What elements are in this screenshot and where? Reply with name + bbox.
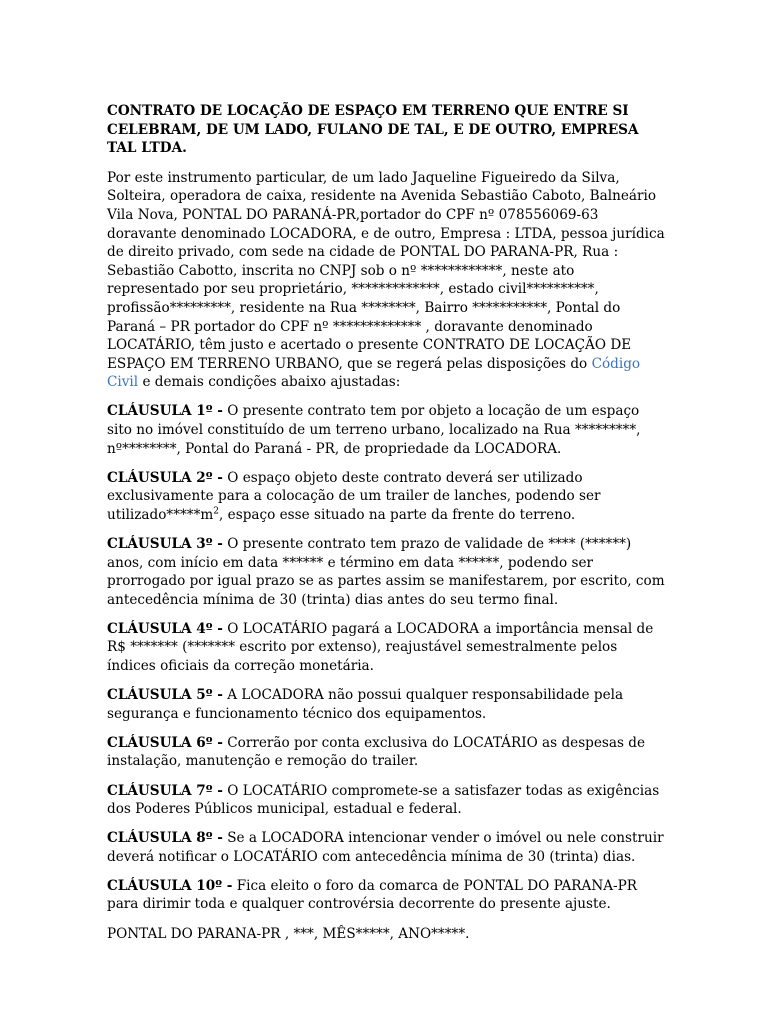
clause-text: Se a LOCADORA intencionar vender o imóvel ou nele construir deverá notificar o LOCATÁRIO com antecedência mínima de 30 (trinta) dias.: [107, 830, 664, 865]
clause-label: CLÁUSULA 7º -: [107, 782, 223, 799]
clause-label: CLÁUSULA 3º -: [107, 535, 223, 552]
clause-6: [107, 734, 667, 771]
intro-text: Por este instrumento particular, de um lado Jaqueline Figueiredo da Silva, Solteira, operadora de caixa, residente na Avenida Sebastião Caboto, Balneário Vila Nova, PONTAL DO PARANÁ-PR,portador do CPF nº 078556069-63 doravante denominado LOCADORA, e de outro, Empresa : LTDA, pessoa jurídica de direito privado, com sede na cidade de PONTAL DO PARANA-PR, Rua : Sebastião Cabotto, inscrita no CNPJ sob o nº ************, neste ato representado por seu proprietário, *************, estado civil**********, profissão*********, residente na Rua ********, Bairro ***********, Pontal do Paraná – PR portador do CPF nº ************* , doravante denominado LOCATÁRIO, têm justo e acertado o presente CONTRATO DE LOCAÇÃO DE ESPAÇO EM TERRENO URBANO, que se regerá pelas disposições do: [107, 169, 665, 372]
document-page: [107, 102, 667, 954]
clause-10: [107, 877, 667, 914]
clause-text: O presente contrato tem prazo de validade de **** (******) anos, com início em data ****** e término em data ******, podendo ser prorrogado por igual prazo se as partes assim se manifestarem, por escrito, com antecedência mínima de 30 (trinta) dias antes do seu termo final.: [107, 535, 665, 608]
clause-text: Correrão por conta exclusiva do LOCATÁRIO as despesas de instalação, manutenção e remoção do trailer.: [107, 734, 646, 770]
clause-text: A LOCADORA não possui qualquer responsabilidade pela segurança e funcionamento técnico dos equipamentos.: [107, 687, 624, 722]
clause-2: [107, 469, 667, 525]
document-title: CONTRATO DE LOCAÇÃO DE ESPAÇO EM TERRENO QUE ENTRE SI CELEBRAM, DE UM LADO, FULANO DE TAL, E DE OUTRO, EMPRESA TAL LTDA.: [107, 103, 639, 157]
clause-text: O espaço objeto deste contrato deverá ser utilizado exclusivamente para a colocação de um trailer de lanches, podendo ser utilizado*****m: [107, 469, 601, 523]
clause-label: CLÁUSULA 8º -: [107, 830, 223, 847]
clause-text: O presente contrato tem por objeto a locação de um espaço sito no imóvel constituído de um terreno urbano, localizado na Rua *********, nº********, Pontal do Paraná - PR, de propriedade da LOCADORA.: [107, 403, 641, 457]
superscript-2: 2: [213, 506, 220, 517]
clause-label: CLÁUSULA 10º -: [107, 877, 233, 894]
clause-text: O LOCATÁRIO compromete-se a satisfazer todas as exigências dos Poderes Públicos municipal, estadual e federal.: [107, 782, 660, 818]
intro-text-end: e demais condições abaixo ajustadas:: [138, 374, 401, 391]
clause-7: [107, 782, 667, 819]
clause-text: Fica eleito o foro da comarca de PONTAL DO PARANA-PR para dirimir toda e qualquer controvérsia decorrente do presente ajuste.: [107, 877, 638, 913]
clause-label: CLÁUSULA 2º -: [107, 469, 223, 486]
clause-text-end: , espaço esse situado na parte da frente do terreno.: [219, 506, 576, 523]
clause-label: CLÁUSULA 6º -: [107, 734, 223, 751]
clause-label: CLÁUSULA 1º -: [107, 403, 223, 420]
closing-line: PONTAL DO PARANA-PR , ***, MÊS*****, ANO*****.: [107, 925, 470, 942]
clause-text: O LOCATÁRIO pagará a LOCADORA a importância mensal de R$ ******* (******* escrito por extenso), reajustável semestralmente pelos índices oficiais da correção monetária.: [107, 620, 654, 675]
codigo-civil-link[interactable]: Código Civil: [107, 355, 641, 391]
clause-8: [107, 829, 667, 866]
clause-4: [107, 620, 667, 676]
clause-label: CLÁUSULA 4º -: [107, 620, 223, 637]
clause-label: CLÁUSULA 5º -: [107, 687, 223, 704]
clause-1: [107, 402, 667, 458]
intro-paragraph: [107, 169, 667, 392]
clause-3: [107, 535, 667, 609]
clause-5: [107, 686, 667, 723]
